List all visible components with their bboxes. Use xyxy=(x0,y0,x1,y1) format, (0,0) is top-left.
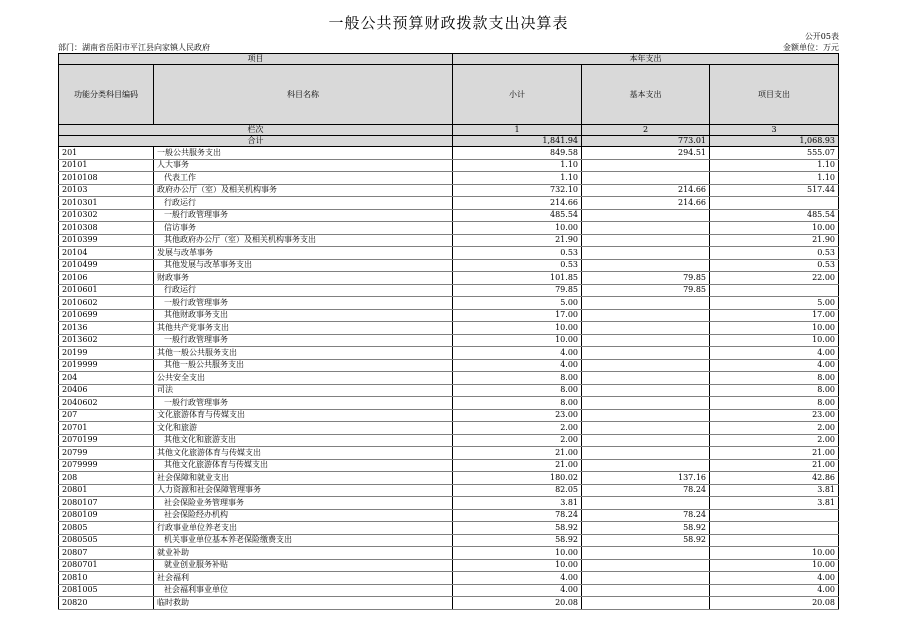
row-basic xyxy=(582,384,710,397)
row-name: 其他财政事务支出 xyxy=(154,309,453,322)
row-subtotal: 17.00 xyxy=(453,309,582,322)
table-row xyxy=(59,297,839,310)
table-row xyxy=(59,284,839,297)
row-project: 4.00 xyxy=(710,347,839,360)
row-basic xyxy=(582,409,710,422)
row-name: 文化旅游体育与传媒支出 xyxy=(154,409,453,422)
row-subtotal: 21.90 xyxy=(453,234,582,247)
row-code: 20801 xyxy=(59,484,154,497)
row-project xyxy=(710,284,839,297)
row-subtotal: 4.00 xyxy=(453,584,582,597)
row-name: 社会福利事业单位 xyxy=(154,584,453,597)
row-project: 5.00 xyxy=(710,297,839,310)
table-row xyxy=(59,372,839,385)
table-row xyxy=(59,184,839,197)
table-row xyxy=(59,559,839,572)
row-project: 1.10 xyxy=(710,172,839,185)
row-project xyxy=(710,197,839,210)
row-basic xyxy=(582,422,710,435)
row-code: 2013602 xyxy=(59,334,154,347)
row-subtotal: 21.00 xyxy=(453,447,582,460)
row-code: 2079999 xyxy=(59,459,154,472)
name-header: 科目名称 xyxy=(154,65,453,125)
project-header: 项目支出 xyxy=(710,65,839,125)
row-subtotal: 4.00 xyxy=(453,347,582,360)
row-basic xyxy=(582,584,710,597)
row-subtotal: 23.00 xyxy=(453,409,582,422)
table-row xyxy=(59,409,839,422)
row-project: 20.08 xyxy=(710,597,839,610)
total-basic: 773.01 xyxy=(582,136,710,147)
row-subtotal: 20.08 xyxy=(453,597,582,610)
row-subtotal: 8.00 xyxy=(453,397,582,410)
row-basic xyxy=(582,597,710,610)
row-subtotal: 10.00 xyxy=(453,322,582,335)
row-subtotal: 78.24 xyxy=(453,509,582,522)
table-row xyxy=(59,397,839,410)
table-row xyxy=(59,159,839,172)
table-row xyxy=(59,509,839,522)
table-row xyxy=(59,472,839,485)
table-row xyxy=(59,584,839,597)
table-row xyxy=(59,209,839,222)
row-name: 人大事务 xyxy=(154,159,453,172)
row-code: 2081005 xyxy=(59,584,154,597)
row-name: 其他政府办公厅（室）及相关机构事务支出 xyxy=(154,234,453,247)
row-code: 2010699 xyxy=(59,309,154,322)
row-subtotal: 3.81 xyxy=(453,497,582,510)
table-row xyxy=(59,347,839,360)
table-row xyxy=(59,484,839,497)
row-basic xyxy=(582,347,710,360)
row-subtotal: 1.10 xyxy=(453,159,582,172)
row-code: 2010108 xyxy=(59,172,154,185)
table-row xyxy=(59,597,839,610)
row-project: 10.00 xyxy=(710,334,839,347)
row-project: 4.00 xyxy=(710,572,839,585)
table-row xyxy=(59,234,839,247)
row-project: 21.00 xyxy=(710,447,839,460)
row-basic xyxy=(582,159,710,172)
row-code: 20106 xyxy=(59,272,154,285)
row-name: 行政事业单位养老支出 xyxy=(154,522,453,535)
row-project: 3.81 xyxy=(710,497,839,510)
row-subtotal: 58.92 xyxy=(453,522,582,535)
row-name: 行政运行 xyxy=(154,284,453,297)
report-title: 一般公共预算财政拨款支出决算表 xyxy=(328,14,569,32)
row-project: 555.07 xyxy=(710,147,839,160)
row-subtotal: 58.92 xyxy=(453,534,582,547)
row-subtotal: 101.85 xyxy=(453,272,582,285)
row-subtotal: 4.00 xyxy=(453,359,582,372)
row-code: 207 xyxy=(59,409,154,422)
row-name: 政府办公厅（室）及相关机构事务 xyxy=(154,184,453,197)
row-code: 20101 xyxy=(59,159,154,172)
row-code: 201 xyxy=(59,147,154,160)
row-subtotal: 8.00 xyxy=(453,372,582,385)
department-label: 部门：湖南省岳阳市平江县向家镇人民政府 xyxy=(58,43,210,52)
row-basic xyxy=(582,222,710,235)
row-subtotal: 849.58 xyxy=(453,147,582,160)
row-code: 20810 xyxy=(59,572,154,585)
column-number-2: 2 xyxy=(582,125,710,136)
row-name: 其他发展与改革事务支出 xyxy=(154,259,453,272)
table-row xyxy=(59,384,839,397)
row-name: 其他一般公共服务支出 xyxy=(154,347,453,360)
column-number-label: 栏次 xyxy=(59,125,453,136)
form-number: 公开05表 xyxy=(804,32,839,41)
row-name: 机关事业单位基本养老保险缴费支出 xyxy=(154,534,453,547)
row-basic xyxy=(582,322,710,335)
row-code: 20103 xyxy=(59,184,154,197)
row-code: 2080701 xyxy=(59,559,154,572)
table-row xyxy=(59,272,839,285)
row-project: 17.00 xyxy=(710,309,839,322)
table-row xyxy=(59,434,839,447)
row-subtotal: 180.02 xyxy=(453,472,582,485)
table-row xyxy=(59,522,839,535)
row-code: 2010499 xyxy=(59,259,154,272)
row-project: 2.00 xyxy=(710,422,839,435)
row-name: 其他一般公共服务支出 xyxy=(154,359,453,372)
row-project xyxy=(710,534,839,547)
row-project: 22.00 xyxy=(710,272,839,285)
row-basic xyxy=(582,334,710,347)
table-row xyxy=(59,197,839,210)
expenditure-table xyxy=(58,53,839,610)
row-name: 社会保险业务管理事务 xyxy=(154,497,453,510)
row-code: 20805 xyxy=(59,522,154,535)
row-project: 42.86 xyxy=(710,472,839,485)
row-project: 4.00 xyxy=(710,359,839,372)
row-subtotal: 2.00 xyxy=(453,434,582,447)
table-row xyxy=(59,534,839,547)
row-code: 2080109 xyxy=(59,509,154,522)
total-subtotal: 1,841.94 xyxy=(453,136,582,147)
row-name: 一般行政管理事务 xyxy=(154,397,453,410)
row-code: 2010308 xyxy=(59,222,154,235)
row-name: 就业补助 xyxy=(154,547,453,560)
row-basic: 137.16 xyxy=(582,472,710,485)
row-name: 其他共产党事务支出 xyxy=(154,322,453,335)
row-project: 21.00 xyxy=(710,459,839,472)
row-name: 就业创业服务补贴 xyxy=(154,559,453,572)
row-code: 20799 xyxy=(59,447,154,460)
row-basic: 294.51 xyxy=(582,147,710,160)
row-project: 10.00 xyxy=(710,222,839,235)
row-basic xyxy=(582,309,710,322)
row-code: 20104 xyxy=(59,247,154,260)
row-project: 4.00 xyxy=(710,584,839,597)
row-basic: 78.24 xyxy=(582,509,710,522)
table-row xyxy=(59,547,839,560)
table-row xyxy=(59,172,839,185)
table-row xyxy=(59,447,839,460)
row-subtotal: 485.54 xyxy=(453,209,582,222)
row-project: 8.00 xyxy=(710,372,839,385)
row-project: 8.00 xyxy=(710,384,839,397)
row-code: 2040602 xyxy=(59,397,154,410)
row-basic xyxy=(582,434,710,447)
table-row xyxy=(59,422,839,435)
row-code: 2010301 xyxy=(59,197,154,210)
table-row xyxy=(59,459,839,472)
row-name: 司法 xyxy=(154,384,453,397)
row-subtotal: 1.10 xyxy=(453,172,582,185)
table-row xyxy=(59,334,839,347)
row-basic: 79.85 xyxy=(582,272,710,285)
row-code: 204 xyxy=(59,372,154,385)
row-project: 517.44 xyxy=(710,184,839,197)
row-subtotal: 79.85 xyxy=(453,284,582,297)
row-basic xyxy=(582,172,710,185)
row-project: 1.10 xyxy=(710,159,839,172)
row-name: 其他文化旅游体育与传媒支出 xyxy=(154,459,453,472)
total-project: 1,068.93 xyxy=(710,136,839,147)
row-subtotal: 10.00 xyxy=(453,547,582,560)
table-row xyxy=(59,222,839,235)
row-name: 其他文化旅游体育与传媒支出 xyxy=(154,447,453,460)
row-subtotal: 0.53 xyxy=(453,259,582,272)
row-name: 社会福利 xyxy=(154,572,453,585)
row-basic: 58.92 xyxy=(582,534,710,547)
row-project xyxy=(710,522,839,535)
row-project: 23.00 xyxy=(710,409,839,422)
total-label: 合计 xyxy=(59,136,453,147)
row-code: 20136 xyxy=(59,322,154,335)
row-code: 20701 xyxy=(59,422,154,435)
row-name: 信访事务 xyxy=(154,222,453,235)
column-number-1: 1 xyxy=(453,125,582,136)
row-code: 208 xyxy=(59,472,154,485)
row-project: 10.00 xyxy=(710,547,839,560)
column-number-3: 3 xyxy=(710,125,839,136)
row-code: 2080107 xyxy=(59,497,154,510)
row-basic xyxy=(582,397,710,410)
row-name: 发展与改革事务 xyxy=(154,247,453,260)
row-basic: 58.92 xyxy=(582,522,710,535)
table-row xyxy=(59,147,839,160)
subtotal-header: 小计 xyxy=(453,65,582,125)
row-project: 8.00 xyxy=(710,397,839,410)
row-basic xyxy=(582,497,710,510)
row-subtotal: 2.00 xyxy=(453,422,582,435)
code-header: 功能分类科目编码 xyxy=(59,65,154,125)
row-code: 2010601 xyxy=(59,284,154,297)
row-name: 一般公共服务支出 xyxy=(154,147,453,160)
row-code: 20820 xyxy=(59,597,154,610)
row-basic xyxy=(582,459,710,472)
row-subtotal: 0.53 xyxy=(453,247,582,260)
row-project: 485.54 xyxy=(710,209,839,222)
row-name: 其他文化和旅游支出 xyxy=(154,434,453,447)
row-code: 2010302 xyxy=(59,209,154,222)
row-subtotal: 4.00 xyxy=(453,572,582,585)
row-subtotal: 10.00 xyxy=(453,334,582,347)
row-basic xyxy=(582,209,710,222)
row-project: 0.53 xyxy=(710,259,839,272)
row-name: 一般行政管理事务 xyxy=(154,209,453,222)
row-subtotal: 732.10 xyxy=(453,184,582,197)
row-project: 10.00 xyxy=(710,559,839,572)
row-code: 20406 xyxy=(59,384,154,397)
row-name: 财政事务 xyxy=(154,272,453,285)
item-header: 项目 xyxy=(59,54,453,65)
table-row xyxy=(59,259,839,272)
row-basic: 214.66 xyxy=(582,197,710,210)
row-basic xyxy=(582,547,710,560)
basic-header: 基本支出 xyxy=(582,65,710,125)
row-project: 21.90 xyxy=(710,234,839,247)
row-name: 社会保险经办机构 xyxy=(154,509,453,522)
table-row xyxy=(59,497,839,510)
row-subtotal: 10.00 xyxy=(453,559,582,572)
row-project: 0.53 xyxy=(710,247,839,260)
row-project xyxy=(710,509,839,522)
table-row xyxy=(59,247,839,260)
row-code: 2080505 xyxy=(59,534,154,547)
row-basic: 78.24 xyxy=(582,484,710,497)
row-code: 2010602 xyxy=(59,297,154,310)
row-code: 20807 xyxy=(59,547,154,560)
row-name: 文化和旅游 xyxy=(154,422,453,435)
table-row xyxy=(59,322,839,335)
row-basic: 214.66 xyxy=(582,184,710,197)
row-subtotal: 5.00 xyxy=(453,297,582,310)
row-name: 公共安全支出 xyxy=(154,372,453,385)
row-basic xyxy=(582,572,710,585)
current-year-header: 本年支出 xyxy=(453,54,839,65)
row-basic xyxy=(582,247,710,260)
row-basic xyxy=(582,559,710,572)
row-project: 2.00 xyxy=(710,434,839,447)
table-row xyxy=(59,359,839,372)
row-code: 2010399 xyxy=(59,234,154,247)
row-code: 20199 xyxy=(59,347,154,360)
row-subtotal: 8.00 xyxy=(453,384,582,397)
table-row xyxy=(59,572,839,585)
row-project: 10.00 xyxy=(710,322,839,335)
row-project: 3.81 xyxy=(710,484,839,497)
row-basic xyxy=(582,297,710,310)
row-basic: 79.85 xyxy=(582,284,710,297)
row-subtotal: 214.66 xyxy=(453,197,582,210)
row-subtotal: 21.00 xyxy=(453,459,582,472)
row-code: 2019999 xyxy=(59,359,154,372)
row-name: 人力资源和社会保障管理事务 xyxy=(154,484,453,497)
row-name: 社会保障和就业支出 xyxy=(154,472,453,485)
row-name: 一般行政管理事务 xyxy=(154,334,453,347)
row-basic xyxy=(582,234,710,247)
row-subtotal: 10.00 xyxy=(453,222,582,235)
row-basic xyxy=(582,359,710,372)
total-row xyxy=(59,136,839,147)
row-name: 临时救助 xyxy=(154,597,453,610)
row-name: 代表工作 xyxy=(154,172,453,185)
row-basic xyxy=(582,447,710,460)
row-basic xyxy=(582,372,710,385)
amount-unit: 金额单位：万元 xyxy=(783,43,839,52)
row-basic xyxy=(582,259,710,272)
row-name: 行政运行 xyxy=(154,197,453,210)
row-name: 一般行政管理事务 xyxy=(154,297,453,310)
row-code: 2070199 xyxy=(59,434,154,447)
table-row xyxy=(59,309,839,322)
row-subtotal: 82.05 xyxy=(453,484,582,497)
